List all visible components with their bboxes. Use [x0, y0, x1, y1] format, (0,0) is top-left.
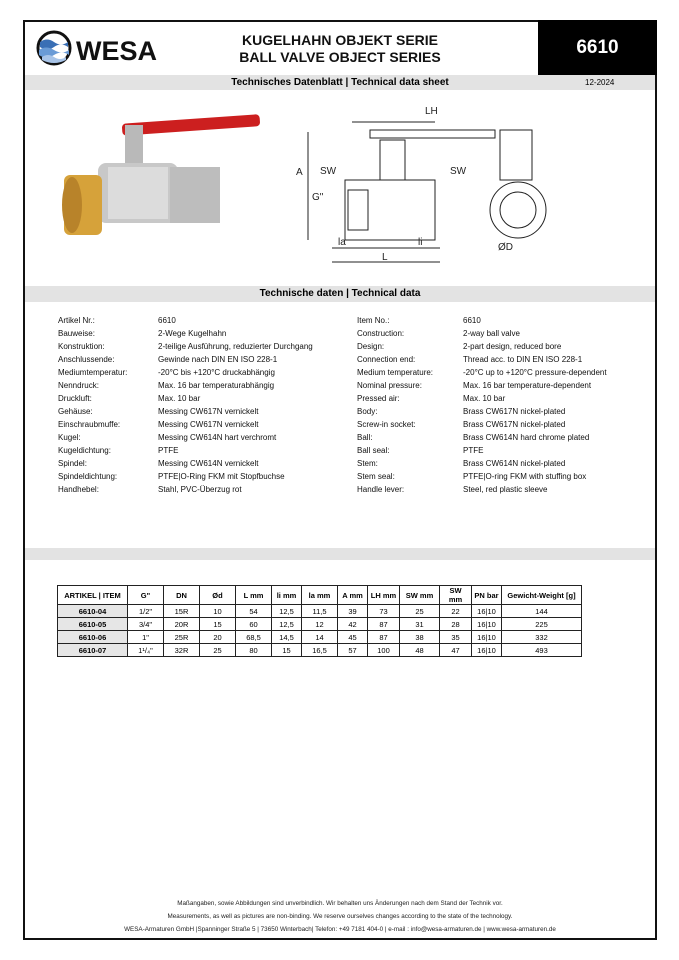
table-cell: 1¹/₄"	[128, 644, 164, 657]
table-cell: 42	[338, 618, 368, 631]
dim-l: L	[382, 252, 388, 263]
subtitle: Technisches Datenblatt | Technical data sheet	[231, 77, 449, 88]
column-header: Gewicht-Weight [g]	[502, 586, 582, 605]
table-row	[58, 618, 582, 631]
spec-de-value: Stahl, PVC-Überzug rot	[158, 485, 242, 494]
table-cell: 39	[338, 605, 368, 618]
table-cell: 6610-06	[58, 631, 128, 644]
spec-en-value: 2-part design, reduced bore	[463, 342, 562, 351]
table-cell: 16,5	[302, 644, 338, 657]
tech-data-title: Technische daten | Technical data	[259, 288, 421, 299]
table-cell: 57	[338, 644, 368, 657]
spec-de-value: 2-teilige Ausführung, reduzierter Durchgang	[158, 342, 313, 351]
dim-a: A	[296, 167, 303, 178]
spec-en-label: Screw-in socket:	[357, 420, 416, 429]
table-cell: 1/2"	[128, 605, 164, 618]
table-cell: 14,5	[272, 631, 302, 644]
table-cell: 10	[200, 605, 236, 618]
separator-band	[25, 548, 655, 560]
dim-lh: LH	[425, 106, 438, 117]
spec-de-label: Bauweise:	[58, 329, 95, 338]
spec-en-label: Ball:	[357, 433, 373, 442]
document-title	[190, 32, 490, 66]
table-cell: 73	[368, 605, 400, 618]
spec-en-value: PTFE	[463, 446, 484, 455]
spec-en-label: Ball seal:	[357, 446, 390, 455]
table-cell: 22	[440, 605, 472, 618]
article-number-box: 6610	[538, 20, 657, 75]
spec-en-value: Max. 10 bar	[463, 394, 506, 403]
table-cell: 493	[502, 644, 582, 657]
table-cell: 45	[338, 631, 368, 644]
column-header: la mm	[302, 586, 338, 605]
title-de: KUGELHAHN OBJEKT SERIE	[241, 32, 439, 48]
table-cell: 25	[400, 605, 440, 618]
column-header: Ød	[200, 586, 236, 605]
dim-la: la	[338, 237, 346, 248]
spec-en-value: PTFE|O-ring FKM with stuffing box	[463, 472, 587, 481]
spec-de-label: Einschraubmuffe:	[58, 420, 121, 429]
table-cell: 15	[272, 644, 302, 657]
title-en: BALL VALVE OBJECT SERIES	[239, 49, 441, 65]
subtitle-band	[25, 75, 655, 90]
table-cell: 47	[440, 644, 472, 657]
column-header: li mm	[272, 586, 302, 605]
table-cell: 12	[302, 618, 338, 631]
table-cell: 16|10	[472, 631, 502, 644]
spec-en-label: Connection end:	[357, 355, 416, 364]
spec-en-value: Brass CW614N hard chrome plated	[463, 433, 590, 442]
table-cell: 6610-05	[58, 618, 128, 631]
spec-en-label: Nominal pressure:	[357, 381, 422, 390]
spec-de-label: Druckluft:	[58, 394, 92, 403]
spec-en-value: Brass CW617N nickel-plated	[463, 420, 566, 429]
table-header-row	[58, 586, 582, 605]
spec-de-label: Mediumtemperatur:	[58, 368, 128, 377]
spec-de-label: Kugel:	[58, 433, 81, 442]
table-cell: 87	[368, 631, 400, 644]
spec-de-label: Spindel:	[58, 459, 87, 468]
table-cell: 20	[200, 631, 236, 644]
spec-en-label: Pressed air:	[357, 394, 400, 403]
product-photo	[60, 105, 270, 255]
table-cell: 25R	[164, 631, 200, 644]
brand-text: WESA	[76, 36, 157, 66]
tech-data-band	[25, 286, 655, 302]
spec-en-label: Handle lever:	[357, 485, 405, 494]
table-row	[58, 605, 582, 618]
table-cell: 16|10	[472, 644, 502, 657]
spec-de-value: Messing CW617N vernickelt	[158, 420, 259, 429]
spec-de-value: Max. 10 bar	[158, 394, 201, 403]
spec-de-value: Messing CW617N vernickelt	[158, 407, 259, 416]
dim-sw1: SW	[320, 166, 337, 177]
table-cell: 6610-07	[58, 644, 128, 657]
spec-de-value: Gewinde nach DIN EN ISO 228-1	[158, 355, 278, 364]
dim-od: ØD	[498, 242, 513, 253]
spec-en-label: Body:	[357, 407, 378, 416]
spec-de-value: Messing CW614N hart verchromt	[158, 433, 277, 442]
dim-li: li	[418, 237, 423, 248]
spec-en-label: Design:	[357, 342, 385, 351]
table-row	[58, 644, 582, 657]
footer-disclaimer-de: Maßangaben, sowie Abbildungen sind unverbindlich. Wir behalten uns Änderungen nach dem Stand der Technik vor.	[177, 900, 503, 907]
table-cell: 25	[200, 644, 236, 657]
column-header: A mm	[338, 586, 368, 605]
column-header: L mm	[236, 586, 272, 605]
column-header: LH mm	[368, 586, 400, 605]
dim-g: G"	[312, 192, 324, 203]
spec-de-label: Anschlussende:	[58, 355, 115, 364]
table-cell: 6610-04	[58, 605, 128, 618]
spec-de-label: Konstruktion:	[58, 342, 105, 351]
table-cell: 68,5	[236, 631, 272, 644]
spec-de-value: Messing CW614N vernickelt	[158, 459, 259, 468]
spec-de-value: Max. 16 bar temperaturabhängig	[158, 381, 275, 390]
dimensions-table	[57, 585, 582, 657]
table-cell: 12,5	[272, 618, 302, 631]
spec-en-value: Brass CW617N nickel-plated	[463, 407, 566, 416]
column-header: DN	[164, 586, 200, 605]
spec-en-value: 6610	[463, 316, 481, 325]
footer-disclaimer-en: Measurements, as well as pictures are non-binding. We reserve ourselves changes according to the state of the technology.	[167, 913, 513, 920]
table-cell: 332	[502, 631, 582, 644]
table-cell: 60	[236, 618, 272, 631]
column-header: ARTIKEL | ITEM	[58, 586, 128, 605]
table-cell: 14	[302, 631, 338, 644]
dim-sw2: SW	[450, 166, 467, 177]
spec-en-value: Max. 16 bar temperature-dependent	[463, 381, 592, 390]
date: 12-2024	[585, 78, 615, 87]
spec-de-label: Spindeldichtung:	[58, 472, 118, 481]
table-row	[58, 631, 582, 644]
spec-de-label: Handhebel:	[58, 485, 99, 494]
spec-en-label: Medium temperature:	[357, 368, 434, 377]
table-cell: 31	[400, 618, 440, 631]
table-cell: 15R	[164, 605, 200, 618]
table-cell: 87	[368, 618, 400, 631]
technical-drawing	[290, 100, 560, 270]
footer-address: WESA-Armaturen GmbH |Spanninger Straße 5 | 73650 Winterbach| Telefon: +49 7181 404-0 | e-mail : info@wesa-armaturen.de | www.wesa-armaturen.de	[124, 926, 556, 933]
table-cell: 15	[200, 618, 236, 631]
spec-de-value: 6610	[158, 316, 176, 325]
column-header: G"	[128, 586, 164, 605]
table-cell: 54	[236, 605, 272, 618]
table-cell: 32R	[164, 644, 200, 657]
column-header: SW mm	[400, 586, 440, 605]
spec-en-value: Thread acc. to DIN EN ISO 228-1	[463, 355, 583, 364]
table-cell: 80	[236, 644, 272, 657]
spec-en-label: Stem seal:	[357, 472, 395, 481]
spec-de-label: Gehäuse:	[58, 407, 93, 416]
spec-en-value: Steel, red plastic sleeve	[463, 485, 548, 494]
table-cell: 225	[502, 618, 582, 631]
spec-en-value: 2-way ball valve	[463, 329, 520, 338]
table-cell: 16|10	[472, 605, 502, 618]
table-cell: 12,5	[272, 605, 302, 618]
table-cell: 100	[368, 644, 400, 657]
spec-de-label: Nenndruck:	[58, 381, 99, 390]
spec-de-value: -20°C bis +120°C druckabhängig	[158, 368, 275, 377]
spec-en-value: -20°C up to +120°C pressure-dependent	[463, 368, 607, 377]
spec-en-label: Construction:	[357, 329, 405, 338]
spec-de-label: Artikel Nr.:	[58, 316, 95, 325]
table-cell: 144	[502, 605, 582, 618]
table-cell: 3/4"	[128, 618, 164, 631]
column-header: PN bar	[472, 586, 502, 605]
spec-de-value: PTFE|O-Ring FKM mit Stopfbuchse	[158, 472, 285, 481]
spec-en-value: Brass CW614N nickel-plated	[463, 459, 566, 468]
spec-de-value: 2-Wege Kugelhahn	[158, 329, 227, 338]
table-cell: 11,5	[302, 605, 338, 618]
table-cell: 48	[400, 644, 440, 657]
table-cell: 20R	[164, 618, 200, 631]
wesa-logo	[36, 30, 161, 71]
table-cell: 16|10	[472, 618, 502, 631]
table-cell: 35	[440, 631, 472, 644]
table-cell: 1"	[128, 631, 164, 644]
table-cell: 28	[440, 618, 472, 631]
spec-en-label: Stem:	[357, 459, 378, 468]
table-cell: 38	[400, 631, 440, 644]
column-header: SW mm	[440, 586, 472, 605]
spec-de-value: PTFE	[158, 446, 179, 455]
spec-en-label: Item No.:	[357, 316, 390, 325]
spec-de-label: Kugeldichtung:	[58, 446, 111, 455]
